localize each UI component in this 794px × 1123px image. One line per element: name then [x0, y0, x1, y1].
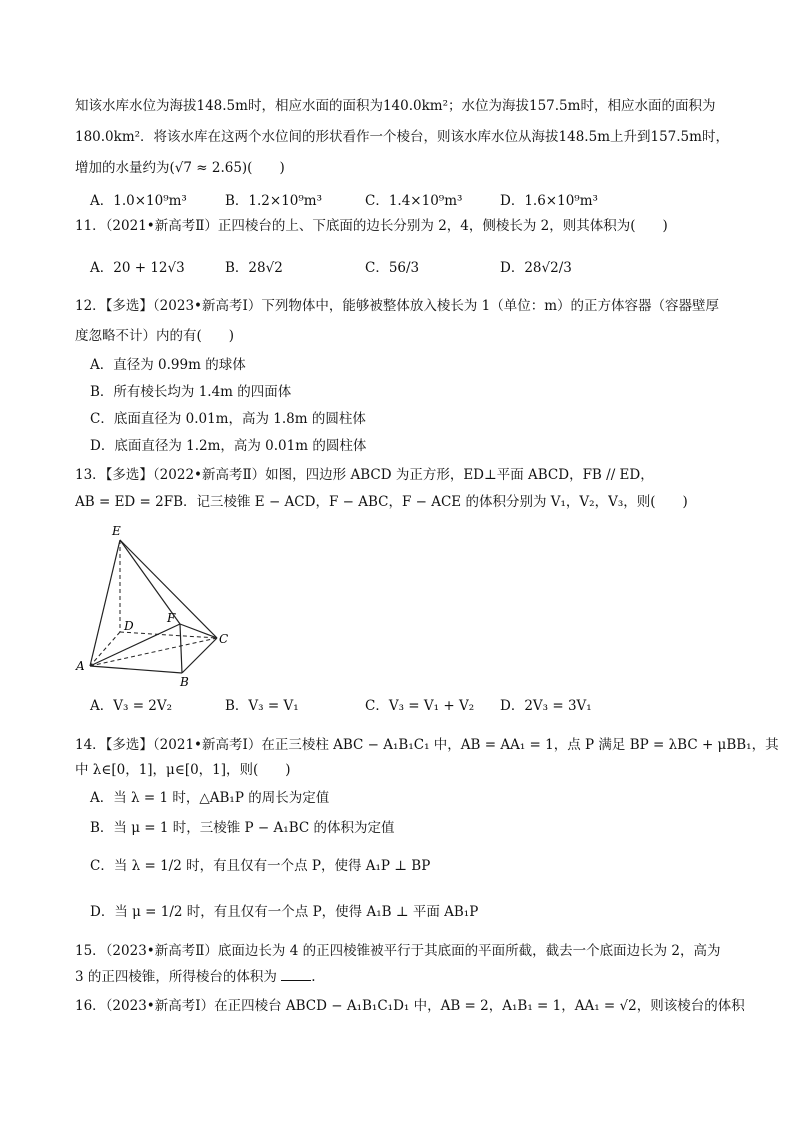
q14-option-d: D．当 μ = 1/2 时，有且仅有一个点 P，使得 A₁B ⊥ 平面 AB₁P — [90, 904, 479, 920]
q12-line-1: 12．【多选】（2023•新高考Ⅰ）下列物体中，能够被整体放入棱长为 1（单位：m）的正方体容器（容器壁厚 — [75, 298, 720, 314]
q13-line-1: 13．【多选】（2022•新高考Ⅱ）如图，四边形 ABCD 为正方形，ED⊥平面 ABCD，FB // ED， — [75, 467, 654, 483]
q10-option-b: B．1.2×10⁹m³ — [225, 193, 323, 209]
q15-answer-blank — [281, 968, 311, 981]
edge-af — [90, 624, 180, 666]
q12-option-a: A．直径为 0.99m 的球体 — [90, 357, 246, 373]
label-b: B — [180, 675, 189, 689]
q14-line-1: 14．【多选】（2021•新高考Ⅰ）在正三棱柱 ABC − A₁B₁C₁ 中，AB = AA₁ = 1，点 P 满足 BP = λBC + μBB₁，其 — [75, 737, 779, 753]
edge-ac-hidden — [90, 638, 217, 666]
q11-option-a: A．20 + 12√3 — [90, 260, 185, 276]
pyramid-diagram — [72, 520, 242, 690]
label-d: D — [124, 619, 134, 633]
q10-line-2: 180.0km²．将该水库在这两个水位间的形状看作一个棱台，则该水库水位从海拔148.5m上升到157.5m时， — [75, 129, 729, 145]
edge-ab — [90, 666, 182, 673]
q15-line-1: 15．（2023•新高考Ⅱ）底面边长为 4 的正四棱锥被平行于其底面的平面所截，截去一个底面边长为 2，高为 — [75, 943, 721, 959]
q10-options — [90, 189, 710, 211]
label-f: F — [167, 611, 176, 625]
edge-bf — [180, 624, 182, 673]
q12-line-2: 度忽略不计）内的有( ) — [75, 328, 235, 344]
q14-option-a: A．当 λ = 1 时，△AB₁P 的周长为定值 — [90, 790, 330, 806]
q11-options — [90, 256, 710, 278]
label-e: E — [112, 524, 121, 538]
q10-line-3: 增加的水量约为(√7 ≈ 2.65)( ) — [75, 160, 285, 176]
q11-option-c: C．56/3 — [365, 260, 420, 276]
q15-line-2 — [75, 967, 315, 987]
q10-option-c: C．1.4×10⁹m³ — [365, 193, 463, 209]
q13-option-c: C．V₃ = V₁ + V₂ — [365, 698, 475, 714]
q11-option-b: B．28√2 — [225, 260, 283, 276]
q11-option-d: D．28√2/3 — [500, 260, 572, 276]
q15-line-2-text: 3 的正四棱锥，所得棱台的体积为 — [75, 969, 277, 985]
q13-options — [90, 694, 710, 716]
edge-bc — [182, 638, 217, 673]
q14-option-c: C．当 λ = 1/2 时，有且仅有一个点 P，使得 A₁P ⊥ BP — [90, 858, 431, 874]
q10-line-1: 知该水库水位为海拔148.5m时，相应水面的面积为140.0km²；水位为海拔157.5m时，相应水面的面积为 — [75, 98, 716, 114]
q13-figure — [72, 520, 242, 690]
q15-line-2-end: . — [311, 969, 316, 985]
q12-option-b: B．所有棱长均为 1.4m 的四面体 — [90, 384, 292, 400]
q13-option-d: D．2V₃ = 3V₁ — [500, 698, 592, 714]
q11-stem: 11．（2021•新高考Ⅱ）正四棱台的上、下底面的边长分别为 2，4，侧棱长为 2，则其体积为( ) — [75, 218, 668, 234]
q14-line-2: 中 λ∈[0，1]，μ∈[0，1]，则( ) — [75, 762, 291, 778]
q12-option-d: D．底面直径为 1.2m，高为 0.01m 的圆柱体 — [90, 438, 367, 454]
q16-line-1: 16．（2023•新高考Ⅰ）在正四棱台 ABCD − A₁B₁C₁D₁ 中，AB = 2，A₁B₁ = 1，AA₁ = √2，则该棱台的体积 — [75, 998, 745, 1014]
label-a: A — [76, 659, 85, 673]
q14-option-b: B．当 μ = 1 时，三棱锥 P − A₁BC 的体积为定值 — [90, 820, 395, 836]
q13-option-a: A．V₃ = 2V₂ — [90, 698, 173, 714]
q10-option-a: A．1.0×10⁹m³ — [90, 193, 187, 209]
q12-option-c: C．底面直径为 0.01m，高为 1.8m 的圆柱体 — [90, 411, 366, 427]
q10-option-d: D．1.6×10⁹m³ — [500, 193, 598, 209]
label-c: C — [219, 632, 229, 646]
edge-ea — [90, 540, 120, 666]
q13-option-b: B．V₃ = V₁ — [225, 698, 299, 714]
q13-line-2: AB = ED = 2FB．记三棱锥 E − ACD，F − ABC，F − ACE 的体积分别为 V₁，V₂，V₃，则( ) — [75, 494, 688, 510]
